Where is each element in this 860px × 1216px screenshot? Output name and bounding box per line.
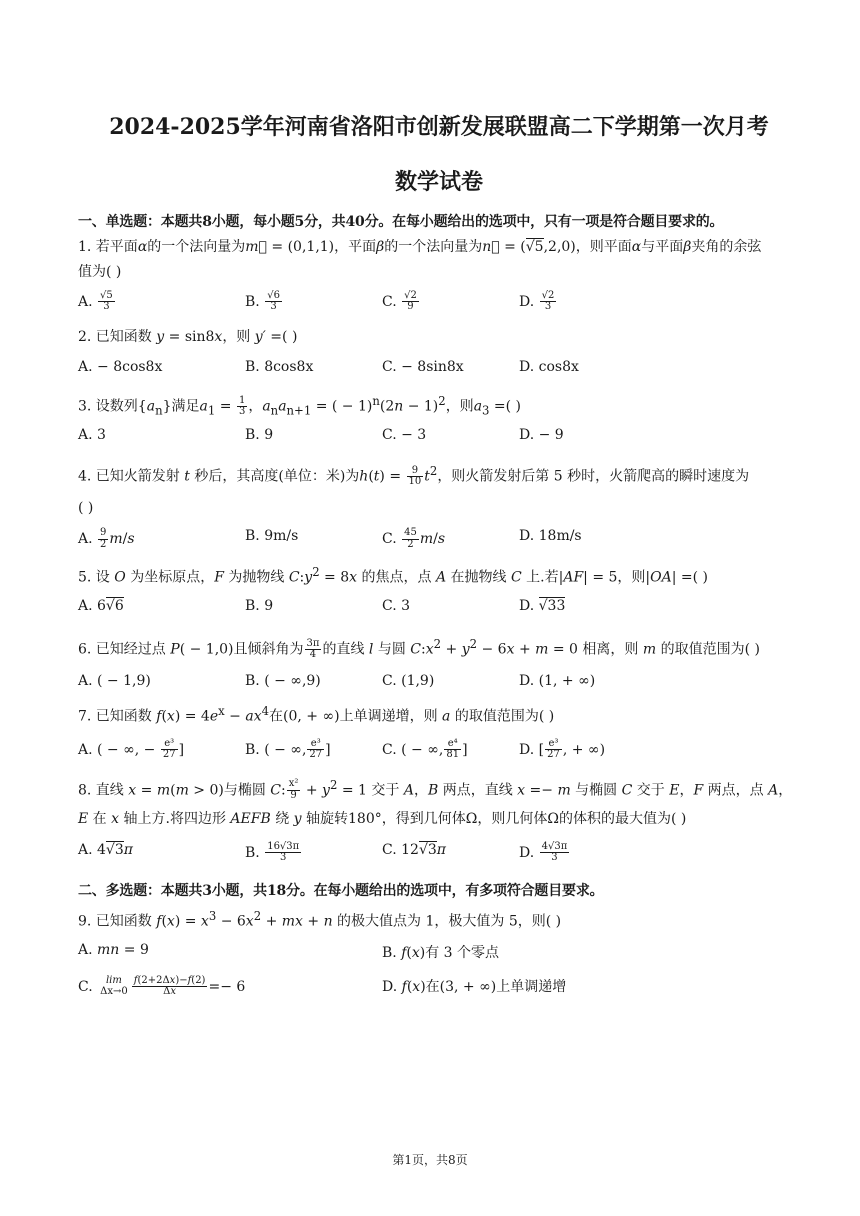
option-d[interactable]: D. − 9 xyxy=(519,427,564,444)
options-row xyxy=(78,598,800,622)
options-row xyxy=(78,976,800,1010)
option-c[interactable]: C. $\frac{√2}{9}$ xyxy=(382,289,417,313)
question-stem: 7. 已知函数 $f(x) = 4e^x - ax^4$在(0, + ∞)上单调递增，则 a 的取值范围为( ) xyxy=(78,703,555,725)
option-b[interactable]: B. f(x)有 3 个零点 xyxy=(382,944,500,961)
option-b[interactable]: B. $\frac{16√3\pi}{3}$ xyxy=(245,840,300,864)
option-a[interactable]: A. 6√6 xyxy=(78,598,124,615)
question-5 xyxy=(78,564,800,622)
options-row xyxy=(78,942,800,966)
option-a[interactable]: A. 3 xyxy=(78,427,106,444)
option-c[interactable]: C. − 8sin8x xyxy=(382,358,464,375)
option-d[interactable]: D. (1, + ∞) xyxy=(519,672,596,689)
option-d[interactable]: D. [ $\frac{\text{e³}}{27}$ , + ∞) xyxy=(519,737,606,761)
option-b[interactable]: B. 9m/s xyxy=(245,528,299,545)
option-c[interactable]: C. − 3 xyxy=(382,427,427,444)
options-row xyxy=(78,842,800,872)
option-d[interactable]: D. $\frac{√2}{3}$ xyxy=(519,289,555,313)
question-stem: 3. 设数列$\{a_n\}$满足$a_1$ = $\frac{1}{3}$ ，$a_na_{n+1}$ = ( − $1)^n(2n - 1)^2$，则$a_3$ =( ) xyxy=(78,393,522,418)
question-stem-continued: E 在 x 轴上方.将四边形 AEFB 绕 y 轴旋转180°，得到几何体Ω，则几何体Ω的体积的最大值为( ) xyxy=(78,811,687,828)
question-stem: 9. 已知函数 $f(x) = x^3 - 6x^2$ + mx + n 的极大值点为 1，极大值为 5，则( ) xyxy=(78,908,562,930)
question-1 xyxy=(78,237,800,321)
options-row xyxy=(78,291,800,321)
option-b[interactable]: B. 9 xyxy=(245,427,274,444)
option-c[interactable]: C. 12√3π xyxy=(382,841,446,858)
option-c[interactable]: C. $\frac{45}{2}$ m/s xyxy=(382,527,446,550)
option-a[interactable]: A. mn = 9 xyxy=(78,941,149,958)
question-stem: 1. 若平面α的一个法向量为m⃗ = (0,1,1)，平面β的一个法向量为n⃗ = (√5,2,0)，则平面α与平面β夹角的余弦 xyxy=(78,239,762,255)
option-c[interactable]: C. 3 xyxy=(382,598,411,615)
question-4 xyxy=(78,463,800,558)
options-row xyxy=(78,427,800,451)
option-d[interactable]: D. $\frac{4√3\pi}{3}$ xyxy=(519,840,568,864)
option-c[interactable]: C. (1,9) xyxy=(382,672,435,689)
option-a[interactable]: A. − 8cos8x xyxy=(78,358,163,375)
exam-subtitle: 数学试卷 xyxy=(394,169,483,195)
question-9 xyxy=(78,908,800,1010)
options-row xyxy=(78,739,800,769)
question-stem-continued: 值为( ) xyxy=(78,264,122,281)
options-row xyxy=(78,528,800,558)
options-row xyxy=(78,359,800,383)
option-d[interactable]: D. 18m/s xyxy=(519,528,582,545)
option-c[interactable]: C. lim Δx→0 $\frac{f(2+2\Delta x)-f(2)}{\Delta x}$ =− 6 xyxy=(78,974,246,998)
options-row xyxy=(78,673,800,697)
option-b[interactable]: B. 9 xyxy=(245,598,274,615)
option-d[interactable]: D. f(x)在(3, + ∞)上单调递增 xyxy=(382,978,567,995)
page-footer: 第1页，共8页 xyxy=(392,1153,468,1167)
option-d[interactable]: D. cos8x xyxy=(519,358,579,375)
option-a[interactable]: A. $\frac{9}{2}$ m/s xyxy=(78,527,135,550)
question-8 xyxy=(78,777,800,872)
section-heading-single-choice: 一、单选题：本题共8小题，每小题5分，共40分。在每小题给出的选项中，只有一项是符合题目要求的。 xyxy=(78,214,724,230)
option-a[interactable]: A. 4√3π xyxy=(78,841,133,858)
option-a[interactable]: A. ( − 1,9) xyxy=(78,672,151,689)
question-stem: 4. 已知火箭发射 t 秒后，其高度(单位：米)为h(t) = $\frac{9}{10}$ $t^2$，则火箭发射后第 5 秒时，火箭爬高的瞬时速度为 xyxy=(78,464,750,488)
question-stem: 2. 已知函数 y = sin8x，则 y′ =( ) xyxy=(78,328,298,345)
question-stem: 5. 设 O 为坐标原点，F 为抛物线 $C:y^2 = 8x$ 的焦点，点 A 在抛物线 C 上.若|AF| = 5，则|OA| =( ) xyxy=(78,565,709,586)
question-3 xyxy=(78,393,800,451)
option-b[interactable]: B. ( − ∞,9) xyxy=(245,672,321,689)
question-stem: 8. 直线 x = m(m > 0)与椭圆 C: $\frac{\text{x²}}{9}$ + $y^2 = 1$ 交于 A，B 两点，直线 x =− m 与椭圆 C 交于 E，F 两点，点 A， xyxy=(78,777,793,801)
question-6 xyxy=(78,636,800,697)
option-a[interactable]: A. ( − ∞, − $\frac{\text{e³}}{27}$ ] xyxy=(78,737,185,761)
option-d[interactable]: D. √33 xyxy=(519,598,566,615)
option-b[interactable]: B. $\frac{√6}{3}$ xyxy=(245,289,280,313)
question-2 xyxy=(78,327,800,383)
question-stem: 6. 已知经过点 P( − 1,0)且倾斜角为 $\frac{3\pi}{4}$ 的直线 l 与圆 $C:x^2 + y^2 - 6x + m = 0$ 相离，则 m 的取值范围为( ) xyxy=(78,637,760,661)
option-b[interactable]: B. 8cos8x xyxy=(245,358,314,375)
option-a[interactable]: A. $\frac{√5}{3}$ xyxy=(78,289,113,313)
exam-title: 2024-2025学年河南省洛阳市创新发展联盟高二下学期第一次月考 xyxy=(109,114,769,140)
section-heading-multi-choice: 二、多选题：本题共3小题，共18分。在每小题给出的选项中，有多项符合题目要求。 xyxy=(78,882,604,899)
question-7 xyxy=(78,703,800,769)
option-c[interactable]: C. ( − ∞, $\frac{\text{e⁴}}{81}$ ] xyxy=(382,737,468,761)
question-stem-continued: ( ) xyxy=(78,499,94,516)
option-b[interactable]: B. ( − ∞, $\frac{\text{e³}}{27}$ ] xyxy=(245,737,331,761)
